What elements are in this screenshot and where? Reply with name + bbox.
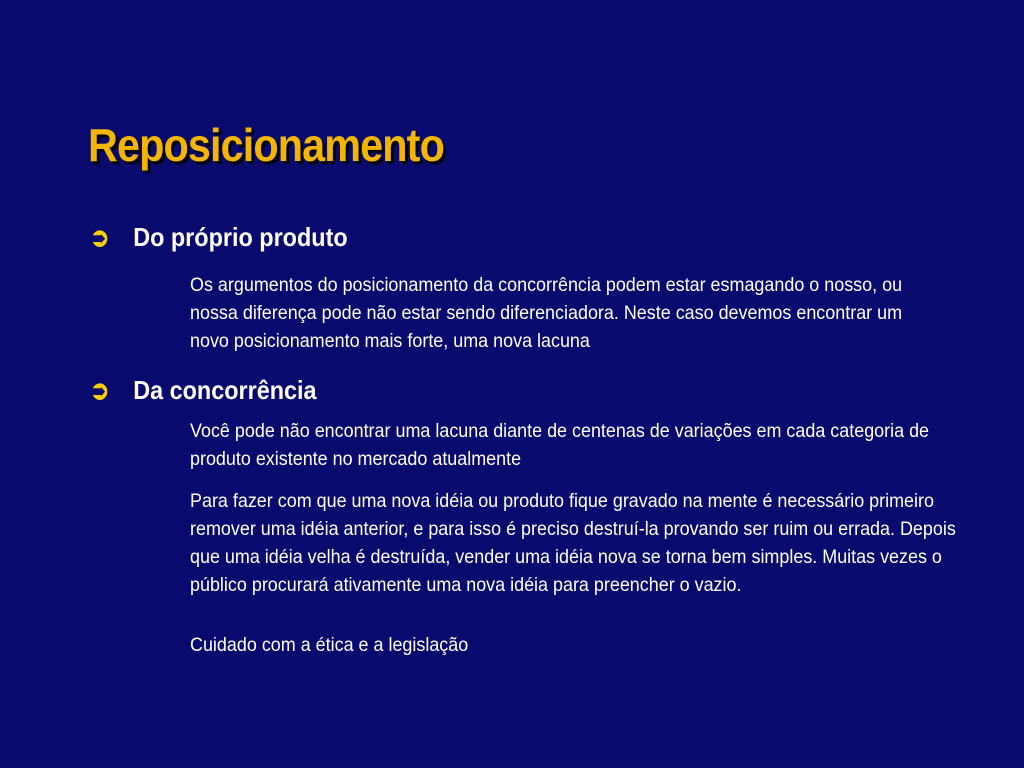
bullet-heading-competition	[90, 375, 317, 406]
bullet-heading-label: Da concorrência	[133, 375, 317, 405]
slide-title: Reposicionamento	[88, 119, 444, 171]
arrow-bullet-icon: ➲	[90, 375, 110, 405]
paragraph-competition-ethics: Cuidado com a ética e a legislação	[190, 634, 469, 656]
arrow-bullet-icon: ➲	[90, 222, 110, 252]
paragraph-own-product: Os argumentos do posicionamento da concorrência podem estar esmagando o nosso, ou nossa diferença pode não estar sendo diferenciadora. Neste caso devemos encontrar um novo posicionamento mais forte, uma nova lacuna	[190, 274, 903, 352]
bullet-heading-own-product	[90, 222, 348, 253]
paragraph-competition-gap: Você pode não encontrar uma lacuna diante de centenas de variações em cada categoria de produto existente no mercado atualmente	[190, 420, 930, 470]
bullet-heading-label: Do próprio produto	[133, 222, 348, 252]
paragraph-competition-new-idea: Para fazer com que uma nova idéia ou produto fique gravado na mente é necessário primeiro remover uma idéia anterior, e para isso é preciso destruí-la provando ser ruim ou errada. Depois que uma idéia velha é destruída, vender uma idéia nova se torna bem simples. Muitas vezes o público procurará ativamente uma nova idéia para preencher o vazio.	[190, 490, 956, 596]
